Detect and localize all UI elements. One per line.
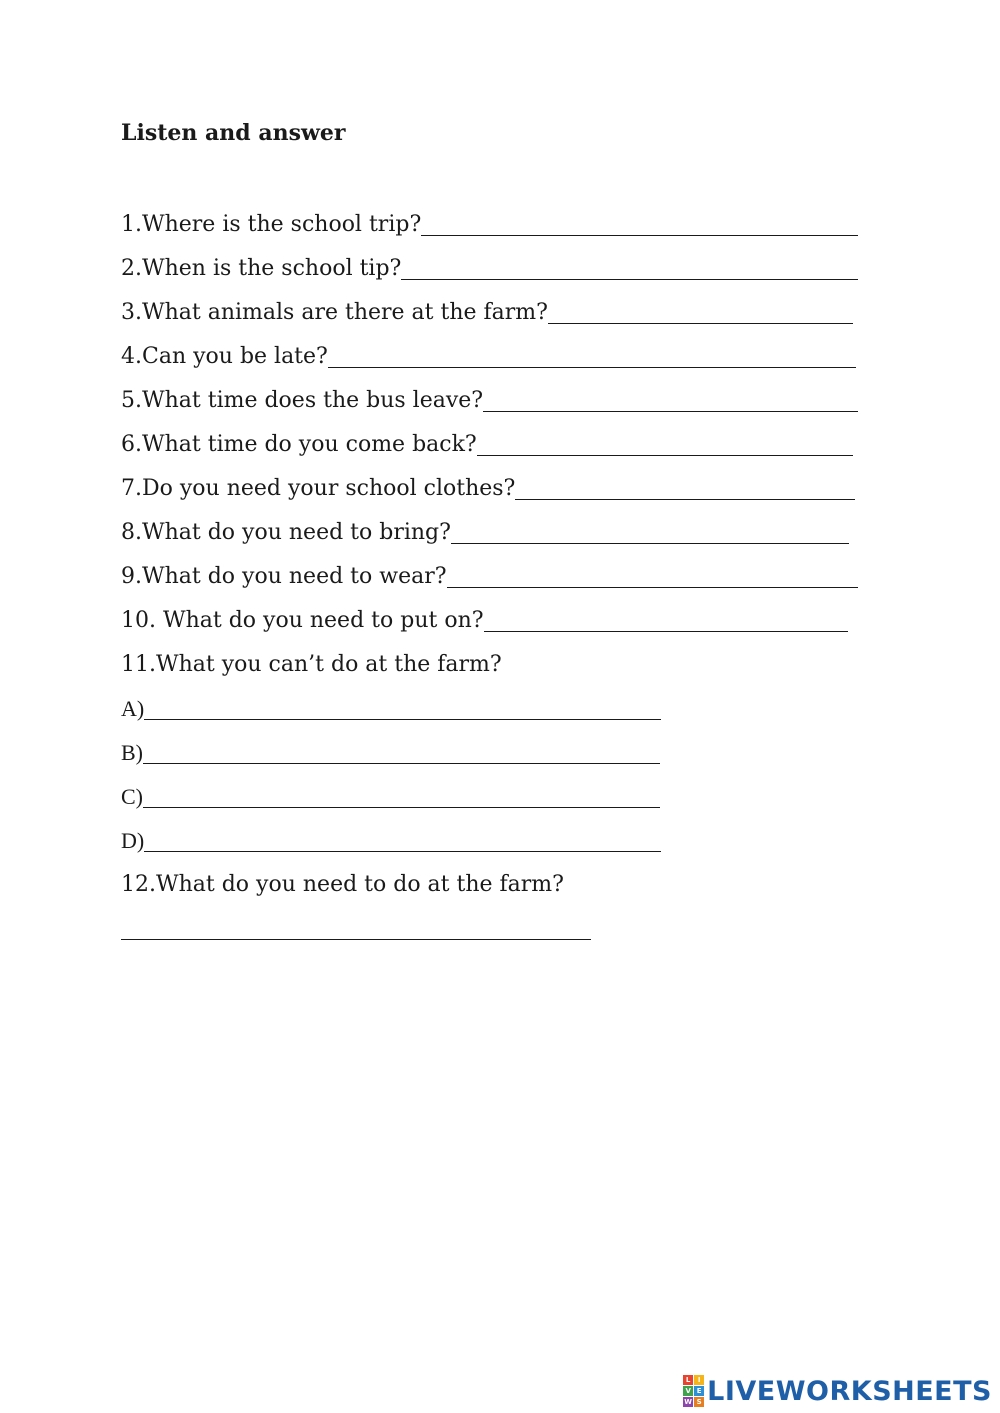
question-row	[121, 866, 564, 898]
worksheet-title: Listen and answer	[121, 120, 346, 146]
answer-blank[interactable]	[143, 739, 660, 764]
answer-blank[interactable]	[121, 915, 591, 940]
logo-letter: L	[683, 1375, 693, 1385]
question-row	[121, 646, 502, 678]
answer-blank[interactable]	[451, 519, 849, 544]
question-text: 3.What animals are there at the farm?	[121, 300, 548, 325]
answer-blank[interactable]	[515, 475, 855, 500]
answer-blank[interactable]	[144, 695, 661, 720]
option-label: A)	[121, 696, 145, 721]
answer-blank[interactable]	[328, 343, 856, 368]
question-row	[121, 250, 858, 282]
option-row	[121, 690, 661, 722]
logo-letter: W	[684, 1398, 693, 1406]
answer-line-row	[121, 910, 591, 942]
answer-blank[interactable]	[144, 827, 661, 852]
liveworksheets-footer	[683, 1375, 992, 1407]
option-label: B)	[121, 740, 143, 765]
question-text: 10. What do you need to put on?	[121, 608, 484, 633]
answer-blank[interactable]	[401, 255, 858, 280]
liveworksheets-brand: LIVEWORKSHEETS	[707, 1375, 992, 1407]
logo-letter: S	[694, 1397, 704, 1407]
answer-blank[interactable]	[421, 211, 858, 236]
option-row	[121, 778, 660, 810]
answer-blank[interactable]	[477, 431, 853, 456]
answer-blank[interactable]	[483, 387, 858, 412]
option-row	[121, 822, 661, 854]
question-row	[121, 382, 858, 414]
question-text: 9.What do you need to wear?	[121, 564, 447, 589]
question-text: 2.When is the school tip?	[121, 256, 402, 281]
question-text: 8.What do you need to bring?	[121, 520, 451, 545]
liveworksheets-logo-icon	[683, 1375, 704, 1407]
question-text: 12.What do you need to do at the farm?	[121, 872, 564, 897]
question-text: 7.Do you need your school clothes?	[121, 476, 516, 501]
option-row	[121, 734, 660, 766]
answer-blank[interactable]	[143, 783, 660, 808]
question-row	[121, 294, 853, 326]
logo-letter: I	[694, 1375, 704, 1385]
question-text: 1.Where is the school trip?	[121, 212, 422, 237]
question-text: 11.What you can’t do at the farm?	[121, 652, 502, 677]
logo-letter: V	[683, 1386, 693, 1396]
question-row	[121, 470, 855, 502]
question-text: 6.What time do you come back?	[121, 432, 477, 457]
question-text: 4.Can you be late?	[121, 344, 328, 369]
question-text: 5.What time does the bus leave?	[121, 388, 484, 413]
question-row	[121, 558, 858, 590]
question-row	[121, 602, 848, 634]
option-label: C)	[121, 784, 143, 809]
answer-blank[interactable]	[447, 563, 858, 588]
question-row	[121, 338, 856, 370]
answer-blank[interactable]	[548, 299, 853, 324]
answer-blank[interactable]	[484, 607, 848, 632]
question-row	[121, 514, 849, 546]
option-label: D)	[121, 828, 145, 853]
question-row	[121, 206, 858, 238]
logo-letter: E	[694, 1386, 704, 1396]
question-row	[121, 426, 853, 458]
